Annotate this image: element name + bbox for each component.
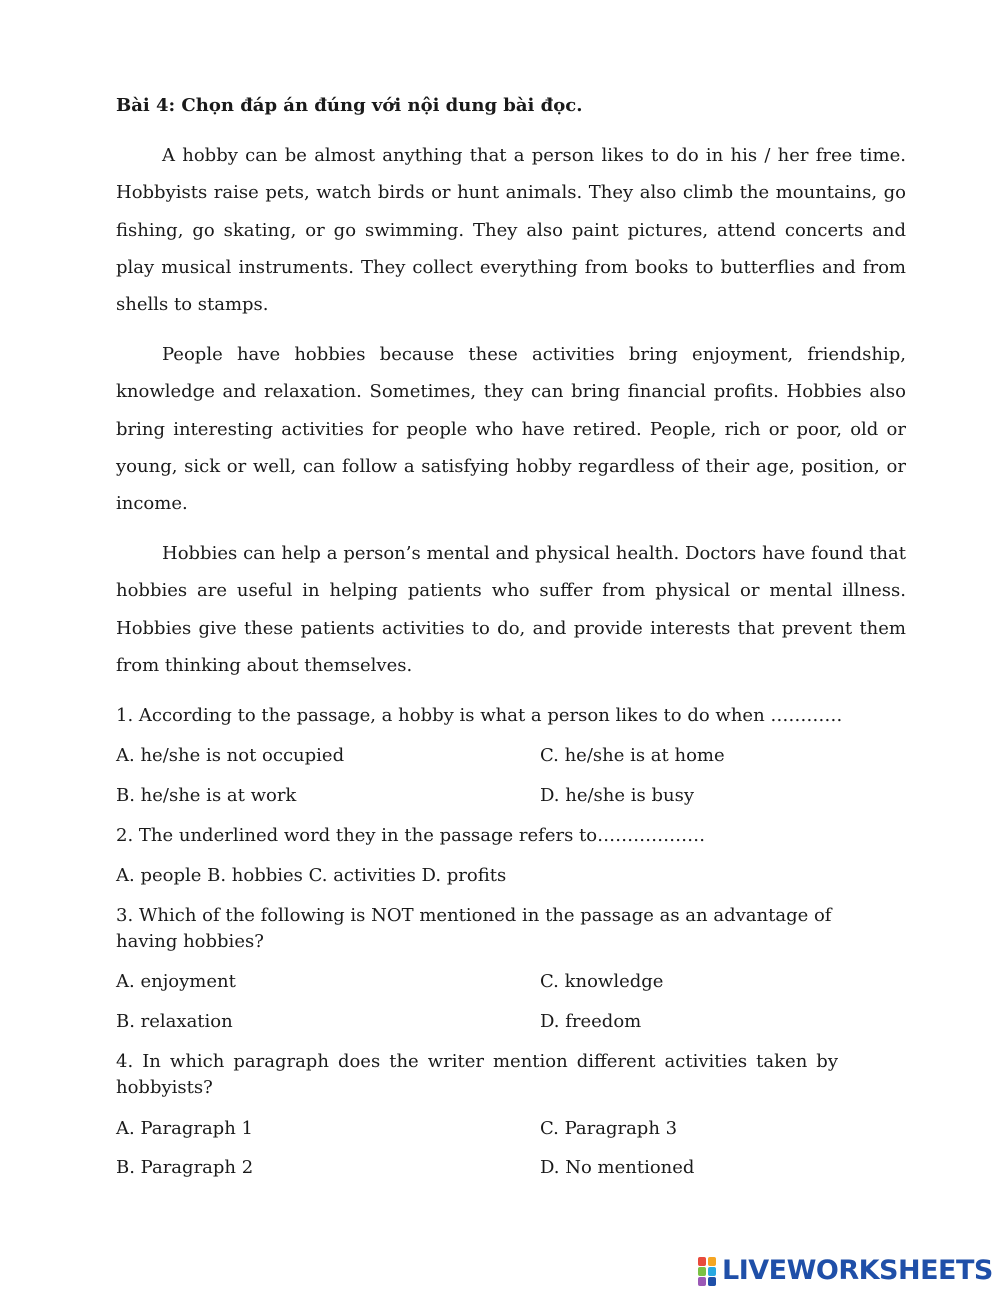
question-4-option-a: A. Paragraph 1 [116, 1118, 253, 1139]
question-1-option-c: C. he/she is at home [540, 745, 725, 766]
passage-paragraph-2: People have hobbies because these activities bring enjoyment, friendship, knowledge and relaxation. Sometimes, they can bring financial profits. Hobbies also bring interesting activities for people who have retired. People, rich or poor, old or young, sick or well, can follow a satisfying hobby regardless of their age, position, or income. [116, 344, 906, 515]
question-4-option-c: C. Paragraph 3 [540, 1118, 678, 1139]
question-1-option-a: A. he/she is not occupied [116, 745, 345, 766]
question-3-option-c: C. knowledge [540, 971, 664, 992]
question-3-option-d: D. freedom [540, 1011, 642, 1032]
question-3-option-b: B. relaxation [116, 1011, 233, 1032]
question-1-option-d: D. he/she is busy [540, 785, 694, 806]
exercise-title: Bài 4: Chọn đáp án đúng với nội dung bài đọc. [116, 95, 583, 116]
question-1: 1. According to the passage, a hobby is what a person likes to do when ………… [116, 705, 843, 726]
question-4: 4. In which paragraph does the writer mention different activities taken by hobbyists? [116, 1051, 838, 1098]
question-2: 2. The underlined word they in the passage refers to……………… [116, 825, 706, 846]
passage-paragraph-1: A hobby can be almost anything that a person likes to do in his / her free time. Hobbyists raise pets, watch birds or hunt animals. They also climb the mountains, go fishing, go skating, or go swimming. They also paint pictures, attend concerts and play musical instruments. They collect everything from books to butterflies and from shells to stamps. [116, 145, 906, 316]
liveworksheets-logo[interactable] [698, 1253, 993, 1287]
question-1-option-b: B. he/she is at work [116, 785, 297, 806]
question-4-option-b: B. Paragraph 2 [116, 1157, 254, 1178]
question-3-option-a: A. enjoyment [116, 971, 236, 992]
question-4-option-d: D. No mentioned [540, 1157, 695, 1178]
liveworksheets-brand-text: LIVEWORKSHEETS [722, 1254, 993, 1286]
liveworksheets-logo-icon [698, 1255, 720, 1285]
question-3: 3. Which of the following is NOT mentioned in the passage as an advantage of having hobbies? [116, 905, 832, 952]
passage-paragraph-3: Hobbies can help a person’s mental and physical health. Doctors have found that hobbies are useful in helping patients who suffer from physical or mental illness. Hobbies give these patients activities to do, and provide interests that prevent them from thinking about themselves. [116, 543, 906, 676]
question-2-options: A. people B. hobbies C. activities D. profits [116, 865, 507, 886]
